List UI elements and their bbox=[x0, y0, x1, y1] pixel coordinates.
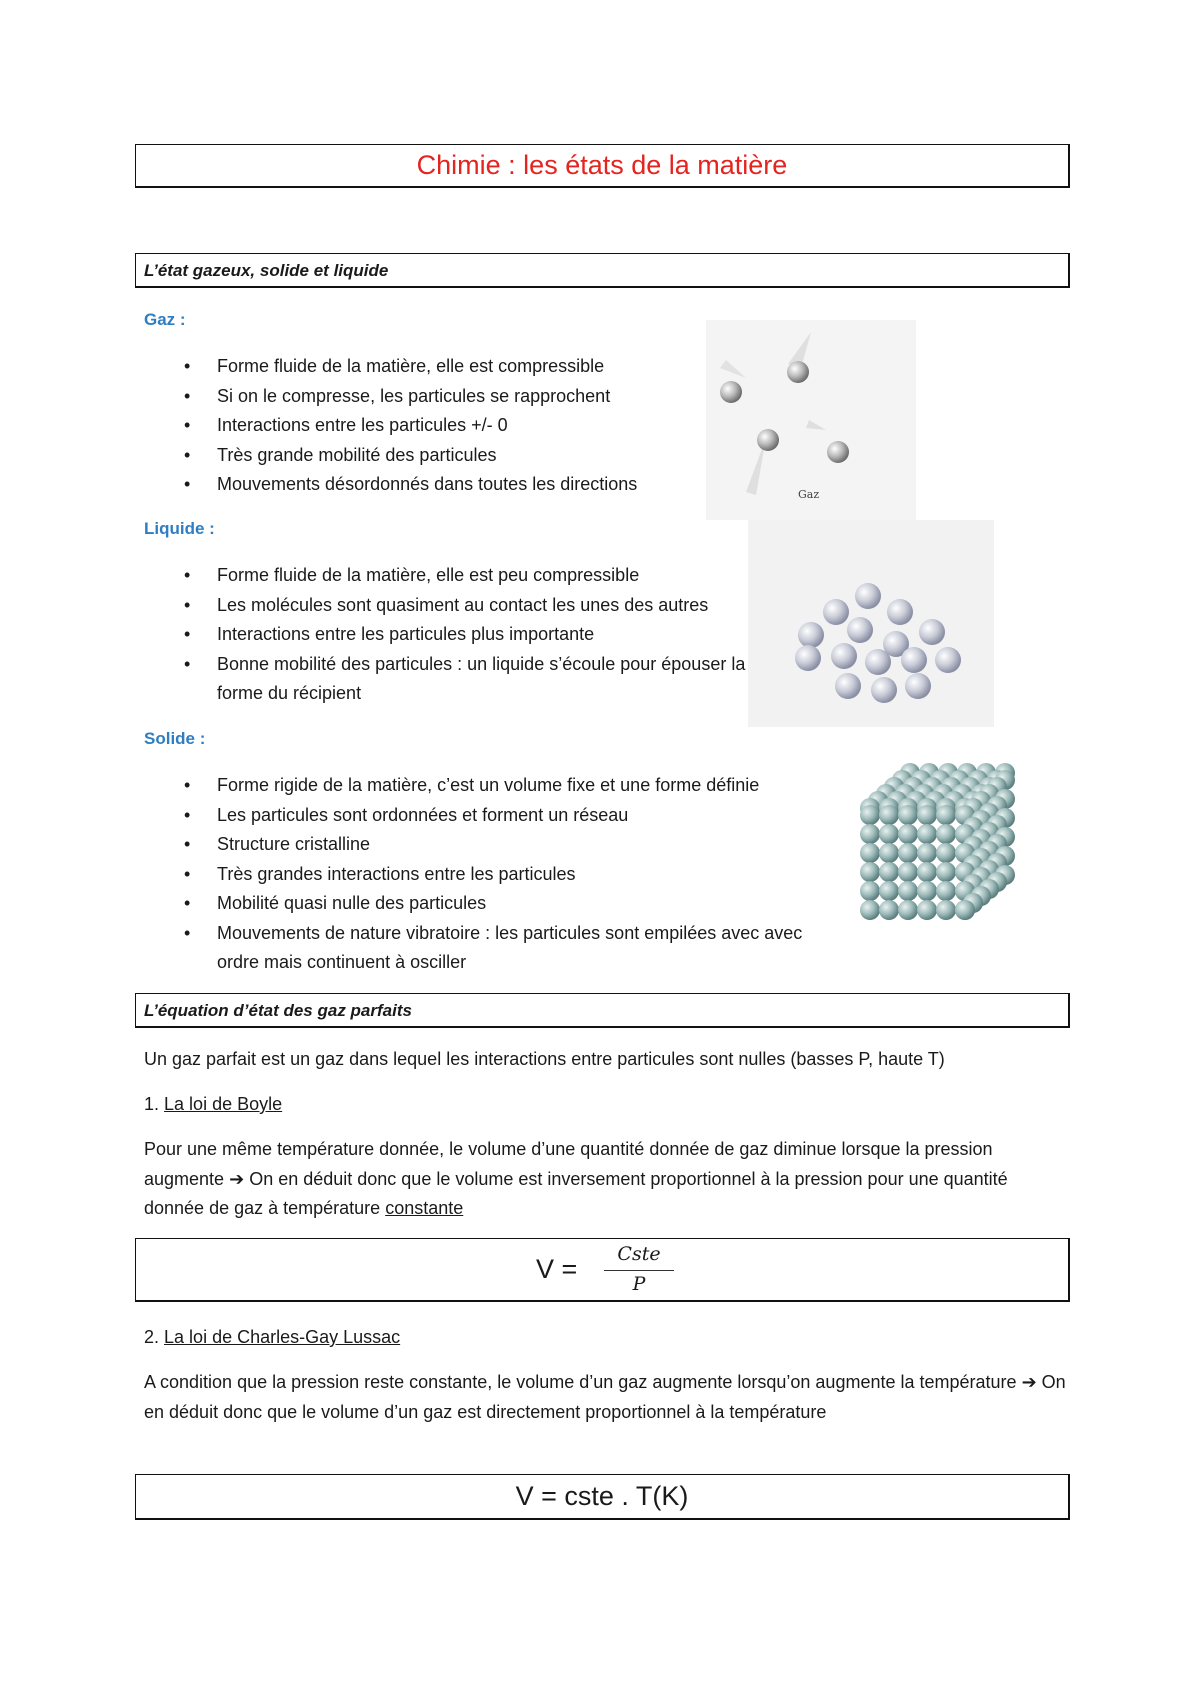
section-heading-text: L’équation d’état des gaz parfaits bbox=[144, 1001, 412, 1020]
lattice-particle bbox=[898, 862, 918, 882]
lattice-particle bbox=[898, 881, 918, 901]
lattice-particle bbox=[917, 824, 937, 844]
charles-title-text: La loi de Charles-Gay Lussac bbox=[164, 1327, 401, 1347]
lattice-particle bbox=[879, 900, 899, 920]
lattice-particle bbox=[860, 900, 880, 920]
list-item: • Mouvements désordonnés dans toutes les directions bbox=[144, 470, 637, 500]
lattice-particle bbox=[917, 862, 937, 882]
list-item: • Structure cristalline bbox=[144, 830, 844, 860]
lattice-particle bbox=[955, 900, 975, 920]
gas-particles-image bbox=[706, 320, 916, 520]
lattice-particle bbox=[936, 843, 956, 863]
boyle-underlined-word: constante bbox=[385, 1198, 464, 1218]
lattice-particle bbox=[936, 862, 956, 882]
lattice-particle bbox=[936, 900, 956, 920]
boyle-formula-numerator: Cste bbox=[617, 1243, 661, 1265]
liquide-list bbox=[144, 561, 764, 709]
list-item: • Forme fluide de la matière, elle est peu compressible bbox=[144, 561, 764, 591]
lattice-particle bbox=[860, 843, 880, 863]
list-item: • Interactions entre les particules +/- 0 bbox=[144, 411, 637, 441]
list-item: • Forme fluide de la matière, elle est compressible bbox=[144, 352, 637, 382]
lattice-particle bbox=[917, 900, 937, 920]
section-heading-states bbox=[135, 253, 1070, 288]
lattice-particle bbox=[936, 824, 956, 844]
lattice-particle bbox=[860, 805, 880, 825]
charles-number: 2. bbox=[144, 1327, 160, 1347]
charles-paragraph bbox=[144, 1368, 1069, 1427]
boyle-title-text: La loi de Boyle bbox=[164, 1094, 283, 1114]
ideal-gas-intro: Un gaz parfait est un gaz dans lequel les interactions entre particules sont nulles (basses P, haute T) bbox=[144, 1049, 945, 1069]
lattice-particle bbox=[879, 824, 899, 844]
charles-text-after: On en déduit donc que le volume d’un gaz est directement proportionnel à la température bbox=[144, 1372, 1066, 1422]
lattice-particle bbox=[898, 900, 918, 920]
solide-list bbox=[144, 771, 844, 978]
charles-formula: V = cste . T(K) bbox=[515, 1481, 689, 1511]
gaz-heading: Gaz : bbox=[144, 310, 186, 329]
list-item: • Les molécules sont quasiment au contact les unes des autres bbox=[144, 591, 764, 621]
lattice-particle bbox=[898, 805, 918, 825]
lattice-particle bbox=[898, 843, 918, 863]
list-item: • Forme rigide de la matière, c’est un volume fixe et une forme définie bbox=[144, 771, 844, 801]
lattice-particle bbox=[936, 881, 956, 901]
section-heading-ideal-gas bbox=[135, 993, 1070, 1028]
lattice-particle bbox=[917, 843, 937, 863]
charles-title bbox=[144, 1323, 1069, 1353]
boyle-formula-denominator: P bbox=[632, 1273, 646, 1295]
lattice-particle bbox=[879, 862, 899, 882]
lattice-particle bbox=[879, 843, 899, 863]
lattice-particle bbox=[917, 805, 937, 825]
list-item: • Si on le compresse, les particules se rapprochent bbox=[144, 382, 637, 412]
boyle-number: 1. bbox=[144, 1094, 160, 1114]
boyle-formula-box bbox=[135, 1238, 1070, 1302]
charles-formula-box bbox=[135, 1474, 1070, 1520]
list-item: • Mobilité quasi nulle des particules bbox=[144, 889, 844, 919]
list-item: • Mouvements de nature vibratoire : les particules sont empilées avec avec ordre mais continuent à osciller bbox=[144, 919, 844, 978]
list-item: • Très grandes interactions entre les particules bbox=[144, 860, 844, 890]
liquid-particles-image bbox=[748, 520, 994, 727]
boyle-title bbox=[144, 1090, 1069, 1120]
liquide-heading: Liquide : bbox=[144, 519, 215, 538]
page-title-text: Chimie : les états de la matière bbox=[416, 150, 788, 180]
list-item: • Très grande mobilité des particules bbox=[144, 441, 637, 471]
lattice-particle bbox=[860, 862, 880, 882]
lattice-particle bbox=[860, 824, 880, 844]
lattice-particle bbox=[879, 881, 899, 901]
fraction-bar bbox=[604, 1270, 674, 1271]
solid-lattice-image bbox=[850, 757, 1055, 940]
solide-heading: Solide : bbox=[144, 729, 206, 748]
page-title bbox=[135, 144, 1070, 188]
list-item: • Bonne mobilité des particules : un liquide s’écoule pour épouser la forme du récipient bbox=[144, 650, 764, 709]
boyle-formula-lhs: V = bbox=[536, 1254, 578, 1284]
gaz-list bbox=[144, 352, 637, 500]
right-arrow-icon: ➔ bbox=[229, 1168, 245, 1189]
charles-text-before: A condition que la pression reste constante, le volume d’un gaz augmente lorsqu’on augmente la température bbox=[144, 1372, 1017, 1392]
lattice-particle bbox=[879, 805, 899, 825]
lattice-particle bbox=[898, 824, 918, 844]
list-item: • Interactions entre les particules plus importante bbox=[144, 620, 764, 650]
gas-image-caption: Gaz bbox=[798, 488, 820, 501]
lattice-particle bbox=[860, 881, 880, 901]
list-item: • Les particules sont ordonnées et forment un réseau bbox=[144, 801, 844, 831]
boyle-paragraph bbox=[144, 1135, 1069, 1224]
boyle-text-before: Pour une même température donnée, le volume d’une quantité donnée de gaz diminue lorsque la pression augmente bbox=[144, 1139, 993, 1189]
lattice-particle bbox=[936, 805, 956, 825]
right-arrow-icon: ➔ bbox=[1021, 1372, 1037, 1392]
boyle-text-after: On en déduit donc que le volume est inversement proportionnel à la pression pour une quantité donnée de gaz à température bbox=[144, 1168, 1008, 1218]
section-heading-text: L’état gazeux, solide et liquide bbox=[144, 261, 389, 280]
lattice-particle bbox=[917, 881, 937, 901]
